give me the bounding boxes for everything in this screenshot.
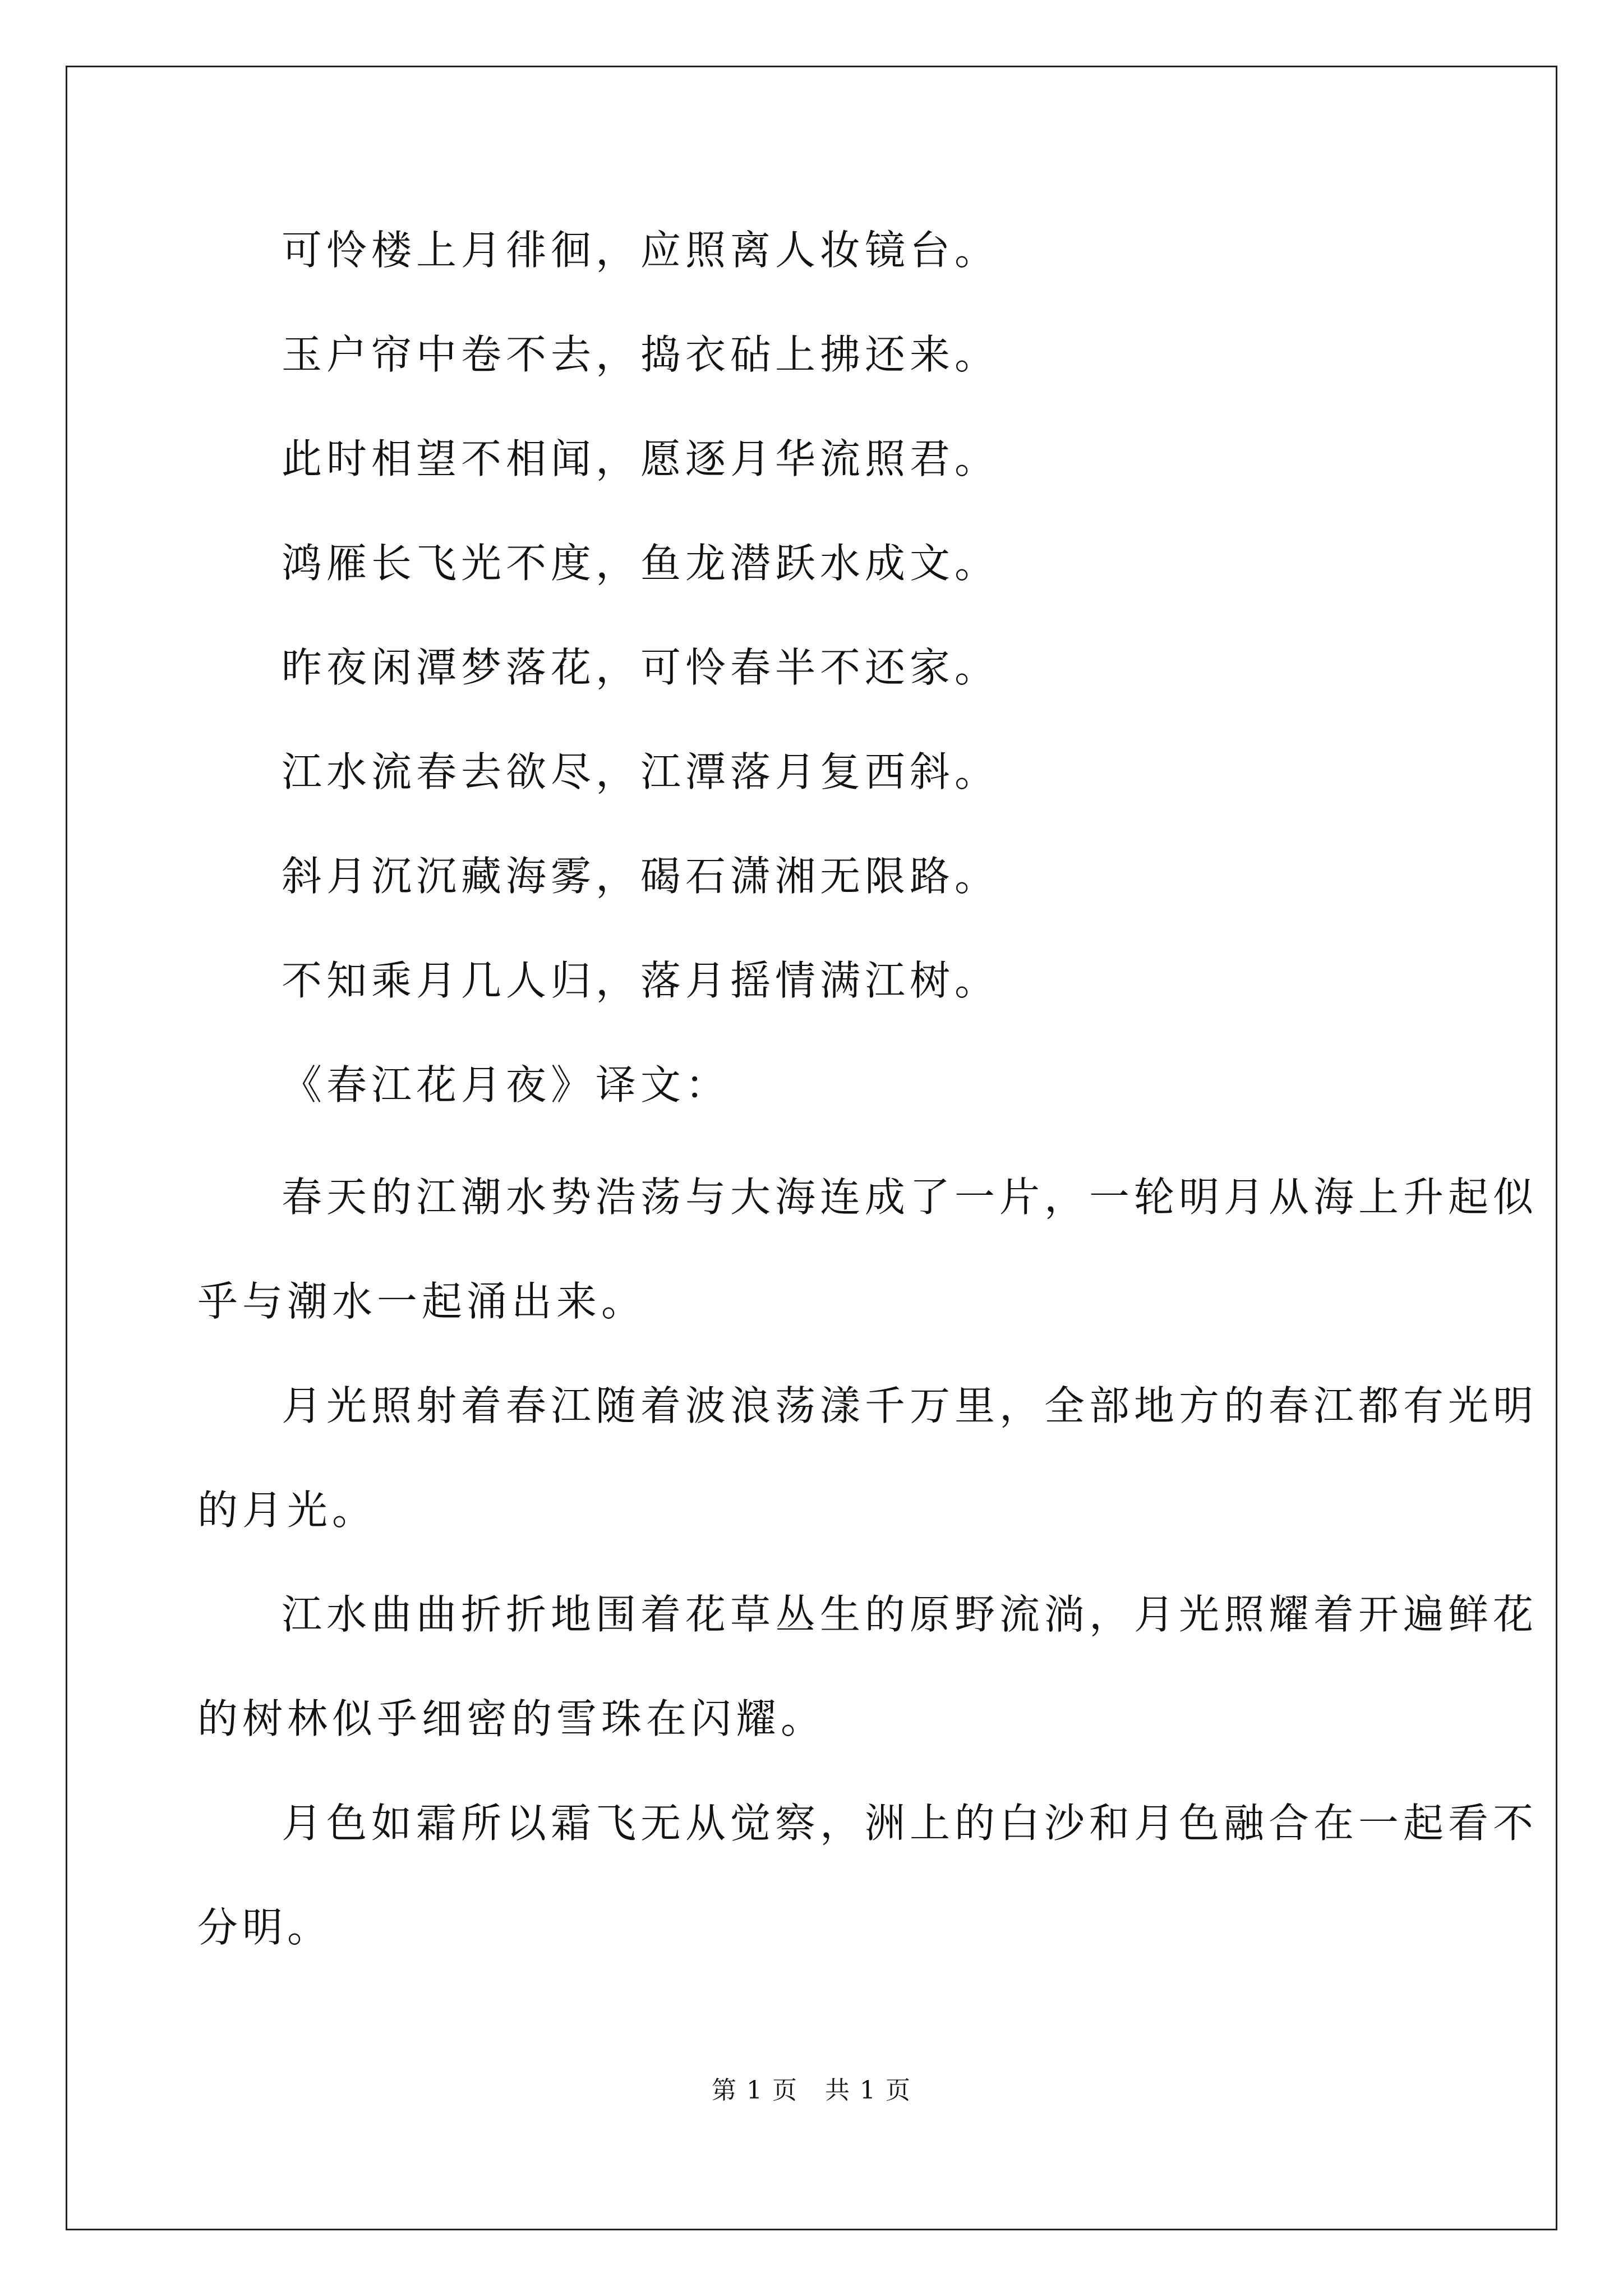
verse-line: 此时相望不相闻，愿逐月华流照君。: [282, 435, 1000, 482]
paragraph-line: 月光照射着春江随着波浪荡漾千万里，全部地方的春江都有光明: [282, 1382, 1538, 1429]
verse-line: 江水流春去欲尽，江潭落月复西斜。: [282, 748, 1000, 795]
footer-gap: [798, 2076, 825, 2105]
paragraph-line: 分明。: [197, 1904, 333, 1951]
verse-line: 斜月沉沉藏海雾，碣石潇湘无限路。: [282, 853, 1000, 900]
verse-line: 玉户帘中卷不去，捣衣砧上拂还来。: [282, 331, 1000, 378]
page-total: 共 1 页: [824, 2076, 911, 2105]
verse-line: 鸿雁长飞光不度，鱼龙潜跃水成文。: [282, 540, 1000, 587]
paragraph-line: 江水曲曲折折地围着花草丛生的原野流淌，月光照耀着开遍鲜花: [282, 1591, 1538, 1638]
verse-line: 可怜楼上月徘徊，应照离人妆镜台。: [282, 227, 1000, 274]
verse-line: 昨夜闲潭梦落花，可怜春半不还家。: [282, 644, 1000, 691]
page-footer: [0, 2078, 1623, 2103]
paragraph-line: 乎与潮水一起涌出来。: [197, 1278, 647, 1325]
verse-line: 不知乘月几人归，落月摇情满江树。: [282, 957, 1000, 1004]
paragraph-line: 的月光。: [197, 1487, 377, 1534]
translation-heading: 《春江花月夜》译文：: [282, 1061, 731, 1108]
paragraph-line: 春天的江潮水势浩荡与大海连成了一片，一轮明月从海上升起似: [282, 1174, 1538, 1221]
paragraph-line: 月色如霜所以霜飞无从觉察，洲上的白沙和月色融合在一起看不: [282, 1800, 1538, 1847]
paragraph-line: 的树林似乎细密的雪珠在闪耀。: [197, 1695, 826, 1742]
page-number: 第 1 页: [712, 2076, 799, 2105]
